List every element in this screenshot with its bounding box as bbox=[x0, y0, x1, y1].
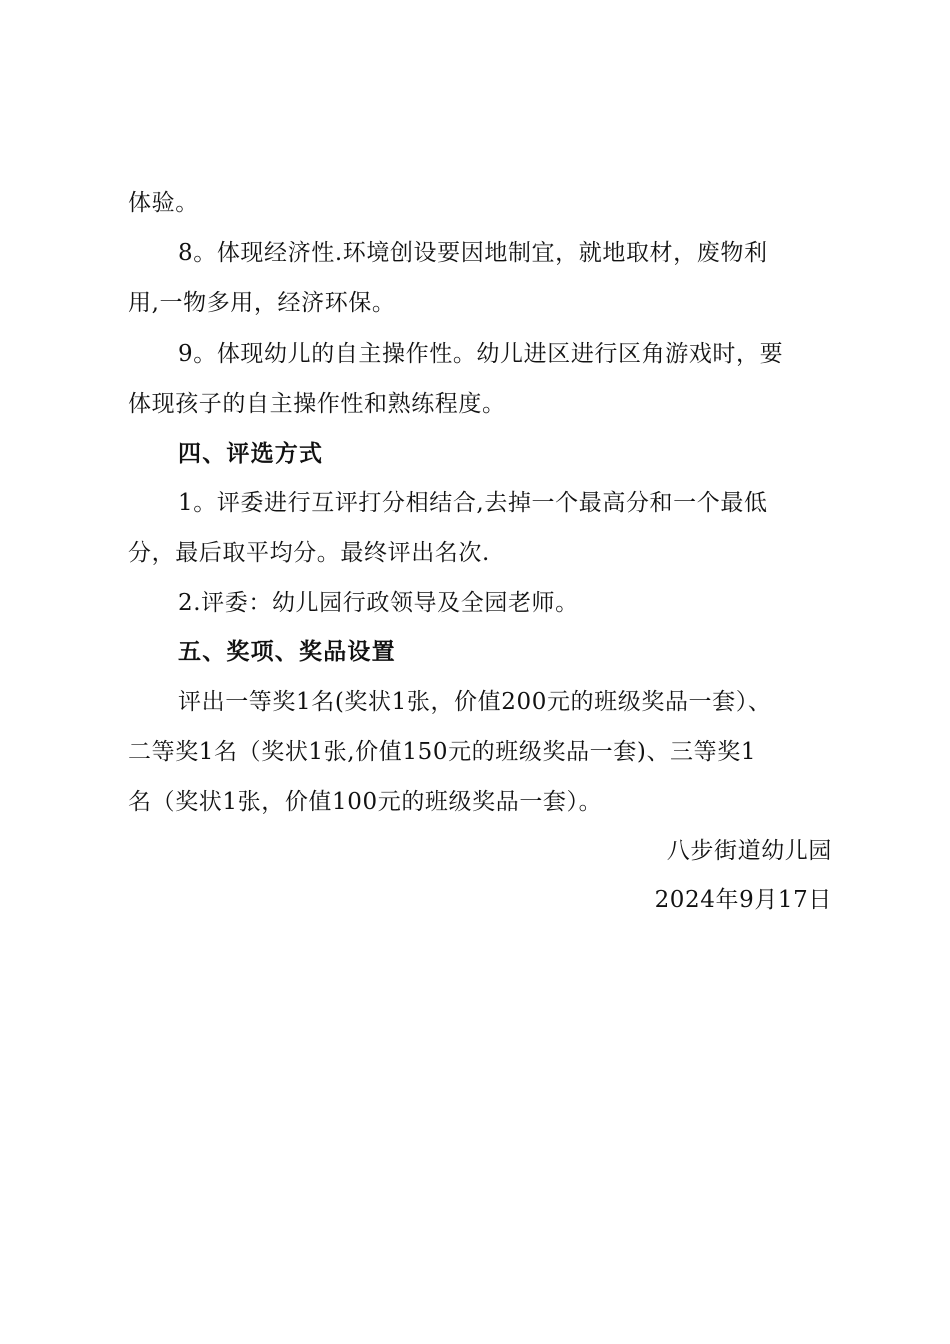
rule-1-line: 1。评委进行互评打分相结合,去掉一个最高分和一个最低 bbox=[178, 490, 768, 516]
rule-2-line: 2.评委：幼儿园行政领导及全园老师。 bbox=[178, 590, 579, 616]
awards-line: 评出一等奖1名(奖状1张，价值200元的班级奖品一套）、 bbox=[178, 689, 772, 715]
signature-org: 八步街道幼儿园 bbox=[666, 838, 832, 864]
text-line: 用,一物多用，经济环保。 bbox=[128, 290, 396, 316]
text-line: 二等奖1名（奖状1张,价值150元的班级奖品一套)、三等奖1 bbox=[128, 739, 757, 765]
signature-date: 2024年9月17日 bbox=[654, 887, 832, 913]
text-line: 体验。 bbox=[128, 190, 199, 216]
section-heading-4: 四、评选方式 bbox=[178, 440, 324, 467]
item-8-line: 8。体现经济性.环境创设要因地制宜，就地取材，废物利 bbox=[178, 240, 768, 266]
section-heading-5: 五、奖项、奖品设置 bbox=[178, 638, 396, 665]
text-line: 名（奖状1张，价值100元的班级奖品一套）。 bbox=[128, 789, 603, 815]
item-9-line: 9。体现幼儿的自主操作性。幼儿进区进行区角游戏时，要 bbox=[178, 341, 784, 367]
text-line: 分，最后取平均分。最终评出名次. bbox=[128, 540, 490, 566]
text-line: 体现孩子的自主操作性和熟练程度。 bbox=[128, 391, 506, 417]
